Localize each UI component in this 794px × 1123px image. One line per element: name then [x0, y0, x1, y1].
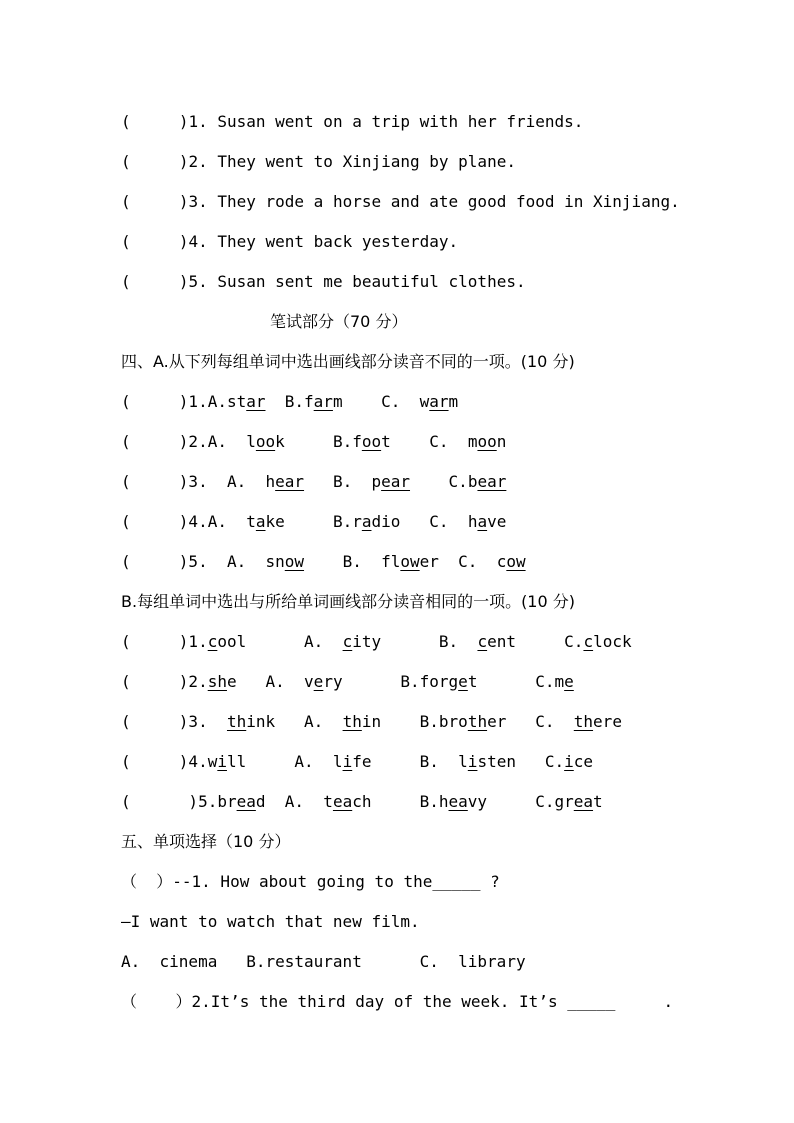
answer-bracket[interactable]: ( [121, 272, 131, 291]
written-section-title: 笔试部分（70 分） [270, 312, 408, 331]
answer-bracket[interactable]: ( [121, 232, 131, 251]
answer-bracket[interactable]: ( [121, 112, 131, 131]
section4a-item-2: ( )2.A. look B.foot C. moon [121, 432, 507, 451]
tf-item-1: ( )1. Susan went on a trip with her friends. [121, 112, 584, 131]
section4a-title: 四、A.从下列每组单词中选出画线部分读音不同的一项。(10 分) [121, 352, 575, 371]
section4b-item-5: ( )5.bread A. teach B.heavy C.great [121, 792, 603, 811]
tf-item-2: ( )2. They went to Xinjiang by plane. [121, 152, 516, 171]
tf-item-4: ( )4. They went back yesterday. [121, 232, 459, 251]
section4a-item-4: ( )4.A. take B.radio C. have [121, 512, 507, 531]
section4b-title: B.每组单词中选出与所给单词画线部分读音相同的一项。(10 分) [121, 592, 575, 611]
question-1-options: A. cinema B.restaurant C. library [121, 952, 526, 971]
question-1: （ ）--1. How about going to the_____ ? [121, 872, 500, 891]
tf-item-3: ( )3. They rode a horse and ate good food in Xinjiang. [121, 192, 680, 211]
answer-bracket[interactable]: ( [121, 152, 131, 171]
answer-bracket[interactable]: ( [121, 192, 131, 211]
section4a-item-3: ( )3. A. hear B. pear C.bear [121, 472, 507, 491]
section4b-item-4: ( )4.will A. life B. listen C.ice [121, 752, 594, 771]
section4a-item-5: ( )5. A. snow B. flower C. cow [121, 552, 526, 571]
section4b-item-2: ( )2.she A. very B.forget C.me [121, 672, 574, 691]
section4b-item-3: ( )3. think A. thin B.brother C. there [121, 712, 622, 731]
section4b-item-1: ( )1.cool A. city B. cent C.clock [121, 632, 632, 651]
question-1-reply: —I want to watch that new film. [121, 912, 420, 931]
section4a-item-1: ( )1.A.star B.farm C. warm [121, 392, 459, 411]
tf-item-5: ( )5. Susan sent me beautiful clothes. [121, 272, 526, 291]
question-2: （ ）2.It’s the third day of the week. It’s _____ . [121, 992, 674, 1011]
section5-title: 五、单项选择（10 分） [121, 832, 291, 851]
